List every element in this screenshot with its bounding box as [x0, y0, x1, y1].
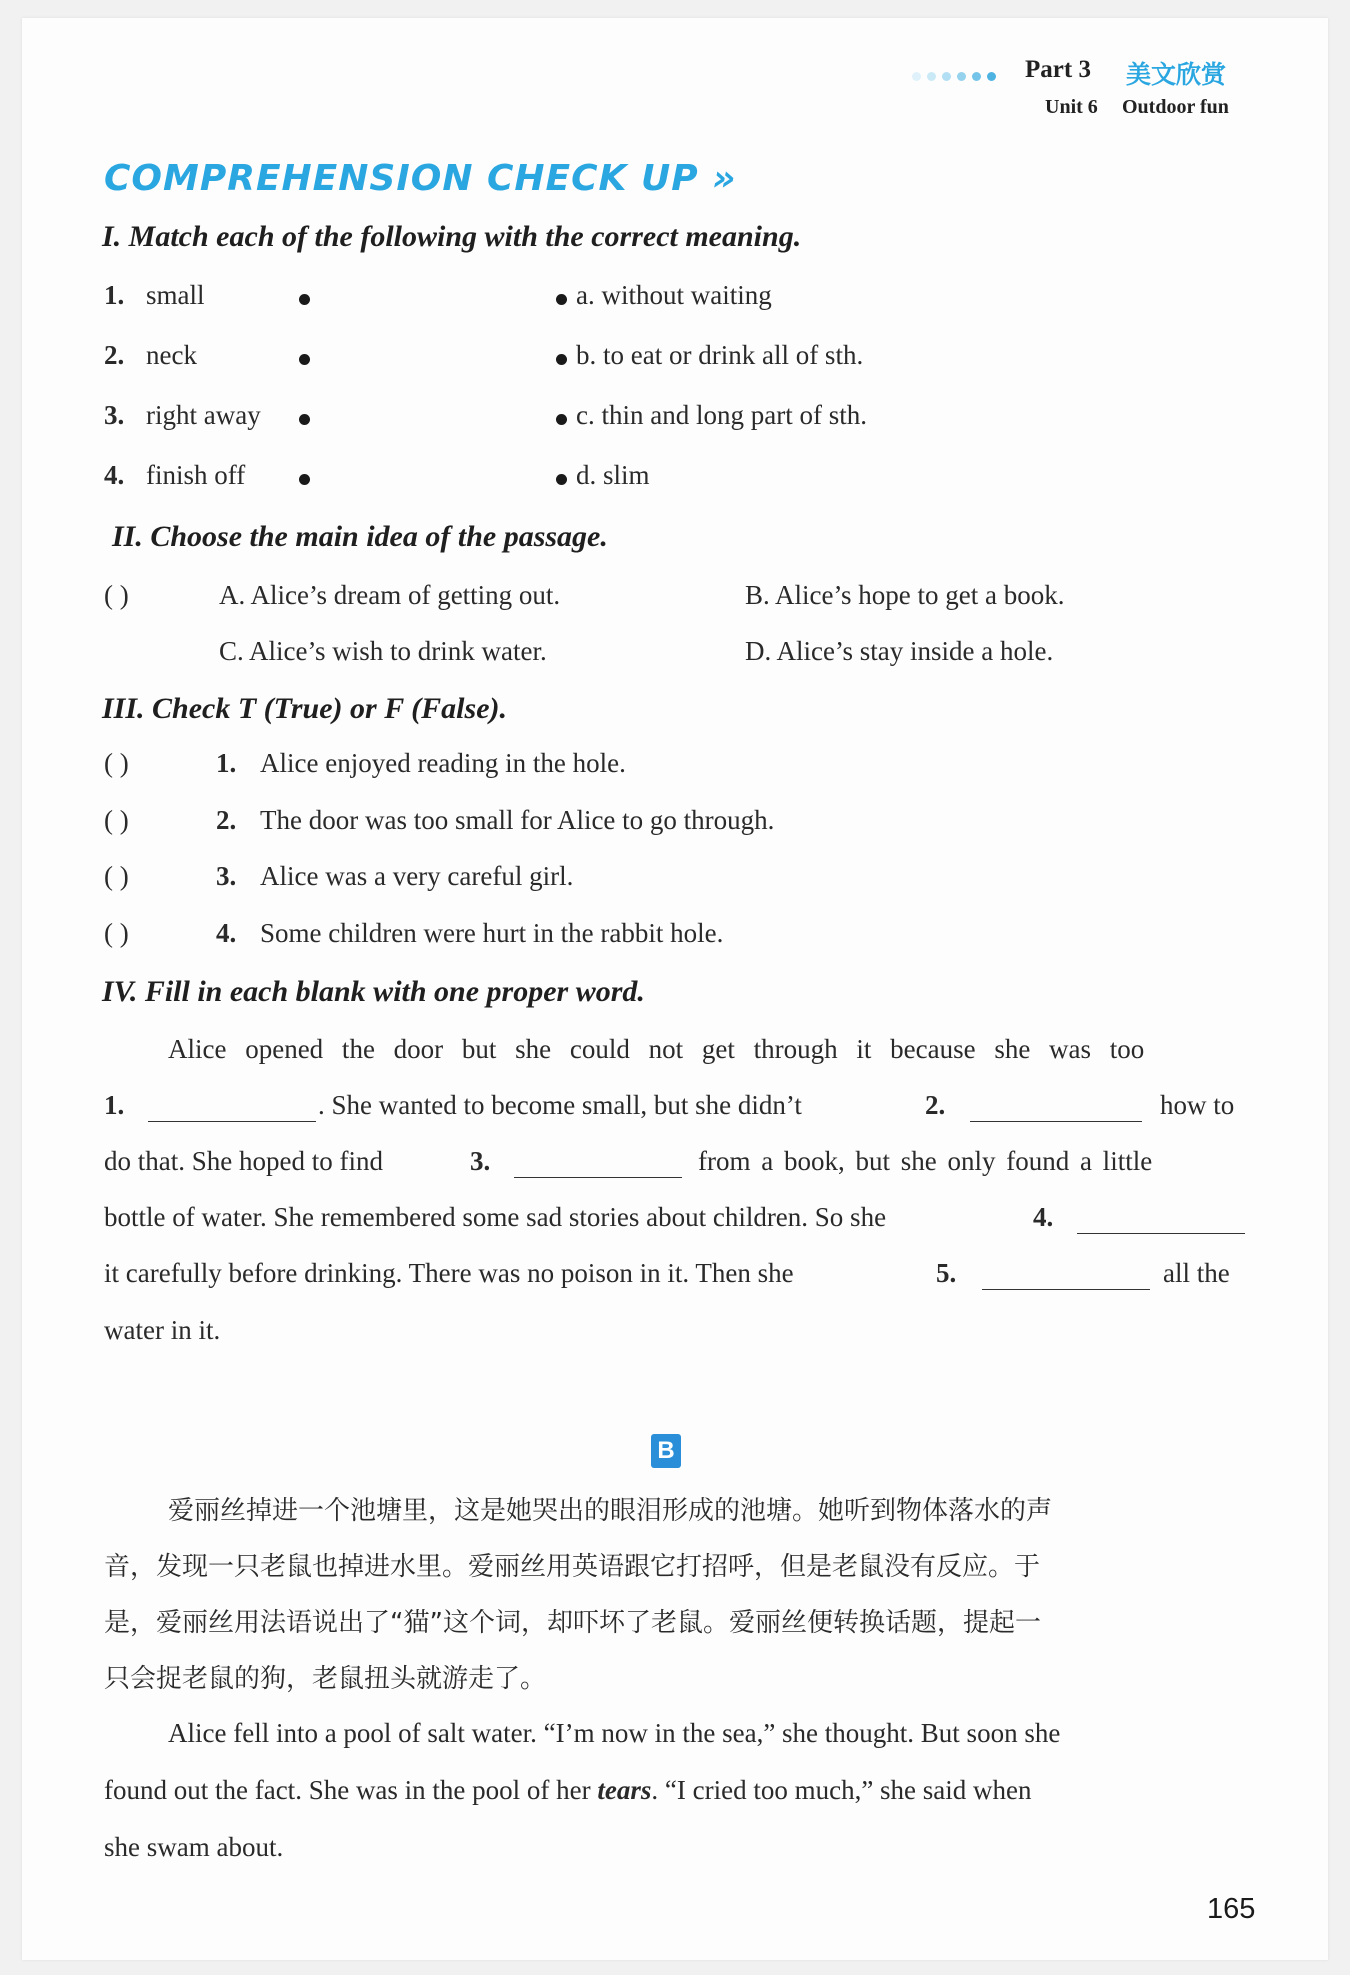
q3-item-text: The door was too small for Alice to go through.	[260, 805, 775, 835]
en-line-2	[104, 1775, 1032, 1806]
q4-line-2b: how to	[1160, 1090, 1235, 1120]
q3-item-text: Alice was a very careful girl.	[260, 861, 574, 891]
q4-blank-num: 5.	[936, 1258, 957, 1288]
q2-option-b: B. Alice’s hope to get a book.	[745, 580, 1065, 610]
header-part-cn: 美文欣赏	[1126, 60, 1227, 89]
q2-option-c: C. Alice’s wish to drink water.	[219, 636, 547, 666]
answer-paren[interactable]: ( )	[104, 748, 129, 778]
q4-blank-num: 3.	[470, 1146, 491, 1176]
passage-b-badge: B	[651, 1434, 681, 1468]
q1-left-num: 2.	[104, 340, 125, 370]
q3-item-num: 4.	[216, 918, 237, 948]
q1-left-word: small	[146, 280, 205, 310]
match-dot-right[interactable]	[556, 474, 567, 485]
answer-paren[interactable]: ( )	[104, 918, 129, 948]
match-dot-left[interactable]	[299, 474, 310, 485]
cn-line: 只会捉老鼠的狗，老鼠扭头就游走了。	[104, 1664, 547, 1694]
cn-line: 音，发现一只老鼠也掉进水里。爱丽丝用英语跟它打招呼，但是老鼠没有反应。于	[104, 1552, 1041, 1582]
q1-left-num: 1.	[104, 280, 125, 310]
dot-3	[942, 72, 951, 81]
q2-option-d: D. Alice’s stay inside a hole.	[745, 636, 1054, 666]
q1-left-word: finish off	[146, 460, 246, 490]
q1-left-num: 4.	[104, 460, 125, 490]
blank-3[interactable]	[514, 1177, 682, 1178]
q2-heading: II. Choose the main idea of the passage.	[112, 520, 608, 553]
q1-left-word: right away	[146, 400, 261, 430]
q4-line-4a: bottle of water. She remembered some sad stories about children. So she	[104, 1202, 887, 1232]
match-dot-right[interactable]	[556, 414, 567, 425]
dot-1	[912, 72, 921, 81]
cn-line: 是，爱丽丝用法语说出了“猫”这个词，却吓坏了老鼠。爱丽丝便转换话题，提起一	[104, 1608, 1041, 1638]
dot-2	[927, 72, 936, 81]
header-dots	[912, 67, 1002, 85]
cn-line: 爱丽丝掉进一个池塘里，这是她哭出的眼泪形成的池塘。她听到物体落水的声	[168, 1496, 1053, 1526]
section-title: COMPREHENSION CHECK UP »	[104, 158, 737, 199]
en-line-1: Alice fell into a pool of salt water. “I’m now in the sea,” she thought. But soon she	[168, 1718, 1061, 1748]
match-dot-right[interactable]	[556, 294, 567, 305]
en-line-3: she swam about.	[104, 1832, 284, 1862]
q4-line-3b: from a book, but she only found a little	[698, 1146, 1153, 1176]
q1-right-option: b. to eat or drink all of sth.	[576, 340, 864, 370]
match-dot-left[interactable]	[299, 414, 310, 425]
q4-line-3a: do that. She hoped to find	[104, 1146, 383, 1176]
q3-item-text: Alice enjoyed reading in the hole.	[260, 748, 626, 778]
page-number: 165	[1207, 1893, 1256, 1925]
q3-item-num: 2.	[216, 805, 237, 835]
q4-line-6: water in it.	[104, 1315, 221, 1345]
dot-6	[987, 72, 996, 81]
q4-line-2a: . She wanted to become small, but she didn’t	[318, 1090, 802, 1120]
q1-right-option: d. slim	[576, 460, 650, 490]
q1-right-option: c. thin and long part of sth.	[576, 400, 867, 430]
q1-left-num: 3.	[104, 400, 125, 430]
en-line-2b: . “I cried too much,” she said when	[651, 1775, 1032, 1805]
answer-paren[interactable]: ( )	[104, 805, 129, 835]
header-unit: Unit 6	[1045, 96, 1098, 118]
q3-heading: III. Check T (True) or F (False).	[102, 692, 507, 725]
header-part: Part 3	[1025, 56, 1091, 83]
q1-left-word: neck	[146, 340, 197, 370]
blank-4[interactable]	[1077, 1233, 1245, 1234]
en-bold-word: tears	[597, 1775, 652, 1805]
blank-2[interactable]	[970, 1121, 1142, 1122]
match-dot-left[interactable]	[299, 294, 310, 305]
q4-blank-num: 4.	[1033, 1202, 1054, 1232]
q1-heading: I. Match each of the following with the correct meaning.	[102, 220, 802, 253]
q3-item-num: 3.	[216, 861, 237, 891]
q3-item-num: 1.	[216, 748, 237, 778]
answer-paren[interactable]: ( )	[104, 861, 129, 891]
q3-item-text: Some children were hurt in the rabbit hole.	[260, 918, 724, 948]
q4-line-5b: all the	[1163, 1258, 1230, 1288]
header-unit-title: Outdoor fun	[1122, 96, 1229, 118]
match-dot-left[interactable]	[299, 354, 310, 365]
dot-4	[957, 72, 966, 81]
q4-line-5a: it carefully before drinking. There was no poison in it. Then she	[104, 1258, 794, 1288]
q4-heading: IV. Fill in each blank with one proper word.	[102, 975, 645, 1008]
q2-option-a: A. Alice’s dream of getting out.	[219, 580, 561, 610]
blank-1[interactable]	[148, 1121, 316, 1122]
dot-5	[972, 72, 981, 81]
answer-paren[interactable]: ( )	[104, 580, 129, 610]
q1-right-option: a. without waiting	[576, 280, 772, 310]
q4-blank-num: 2.	[925, 1090, 946, 1120]
q4-blank-num: 1.	[104, 1090, 125, 1120]
en-line-2a: found out the fact. She was in the pool of her	[104, 1775, 591, 1805]
blank-5[interactable]	[982, 1289, 1150, 1290]
q4-line-1: Alice opened the door but she could not get through it because she was too	[168, 1034, 1145, 1064]
match-dot-right[interactable]	[556, 354, 567, 365]
